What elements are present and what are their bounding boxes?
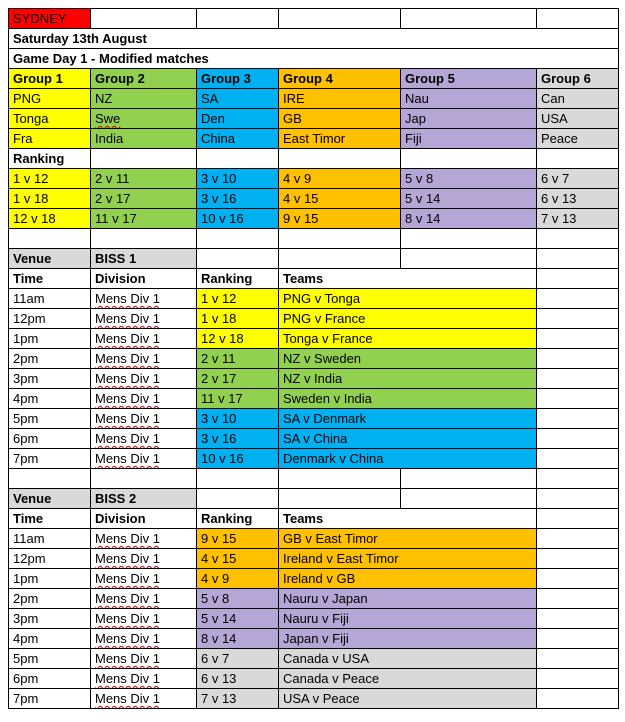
ranking-row <box>9 209 619 229</box>
cell-text: Mens Div 1 <box>95 671 161 686</box>
col-header-division[interactable]: Division <box>91 269 197 289</box>
match-division[interactable] <box>91 449 197 469</box>
group-team[interactable]: SA <box>197 89 279 109</box>
empty-cell[interactable] <box>537 549 619 569</box>
group-team[interactable] <box>91 109 197 129</box>
cell-text: Mens Div 1 <box>95 691 161 706</box>
match-row <box>9 369 619 389</box>
empty-cell[interactable] <box>279 249 401 269</box>
cell-text: Mens Div 1 <box>95 531 161 546</box>
ranking-pair[interactable]: 5 v 8 <box>401 169 537 189</box>
match-ranking[interactable]: 5 v 14 <box>197 609 279 629</box>
group-team[interactable]: Jap <box>401 109 537 129</box>
match-time[interactable]: 1pm <box>9 569 91 589</box>
empty-cell[interactable] <box>537 509 619 529</box>
cell-text: Mens Div 1 <box>95 651 161 666</box>
col-header-ranking[interactable]: Ranking <box>197 269 279 289</box>
empty-cell[interactable] <box>197 229 279 249</box>
match-ranking[interactable]: 11 v 17 <box>197 389 279 409</box>
match-division[interactable] <box>91 629 197 649</box>
match-division[interactable] <box>91 309 197 329</box>
group-row <box>9 129 619 149</box>
cell-text: Mens Div 1 <box>95 591 161 606</box>
group-team[interactable]: NZ <box>91 89 197 109</box>
match-row <box>9 589 619 609</box>
match-row <box>9 349 619 369</box>
match-ranking[interactable]: 3 v 16 <box>197 429 279 449</box>
empty-cell[interactable] <box>279 229 401 249</box>
empty-cell[interactable] <box>91 469 197 489</box>
match-time[interactable]: 6pm <box>9 669 91 689</box>
match-row <box>9 669 619 689</box>
group-team[interactable]: GB <box>279 109 401 129</box>
match-time[interactable]: 5pm <box>9 649 91 669</box>
ranking-pair[interactable]: 6 v 13 <box>537 189 619 209</box>
empty-cell[interactable] <box>537 649 619 669</box>
empty-cell[interactable] <box>537 309 619 329</box>
empty-cell[interactable] <box>537 689 619 709</box>
ranking-pair[interactable]: 5 v 14 <box>401 189 537 209</box>
ranking-label[interactable]: Ranking <box>9 149 91 169</box>
col-header-time[interactable]: Time <box>9 269 91 289</box>
match-teams[interactable]: Canada v Peace <box>279 669 537 689</box>
cell-text: Mens Div 1 <box>95 411 161 426</box>
cell-text: Mens Div 1 <box>95 631 161 646</box>
empty-cell[interactable] <box>537 449 619 469</box>
match-ranking[interactable]: 10 v 16 <box>197 449 279 469</box>
cell-text: Mens Div 1 <box>95 391 161 406</box>
ranking-pair[interactable]: 4 v 9 <box>279 169 401 189</box>
ranking-pair[interactable]: 1 v 18 <box>9 189 91 209</box>
match-division[interactable] <box>91 669 197 689</box>
empty-cell[interactable] <box>537 149 619 169</box>
match-row <box>9 689 619 709</box>
cell-text: Mens Div 1 <box>95 431 161 446</box>
match-row <box>9 529 619 549</box>
match-teams[interactable]: Ireland v East Timor <box>279 549 537 569</box>
group-team[interactable]: Peace <box>537 129 619 149</box>
group-team[interactable]: Tonga <box>9 109 91 129</box>
col-header-teams[interactable]: Teams <box>279 509 537 529</box>
empty-cell[interactable] <box>401 9 537 29</box>
match-division[interactable] <box>91 429 197 449</box>
match-division[interactable] <box>91 369 197 389</box>
match-ranking[interactable]: 1 v 18 <box>197 309 279 329</box>
venue-row <box>9 249 619 269</box>
ranking-pair[interactable]: 8 v 14 <box>401 209 537 229</box>
group-team[interactable]: Can <box>537 89 619 109</box>
group-header[interactable]: Group 5 <box>401 69 537 89</box>
match-division[interactable] <box>91 529 197 549</box>
empty-cell[interactable] <box>537 429 619 449</box>
match-row <box>9 449 619 469</box>
ranking-row <box>9 189 619 209</box>
match-row <box>9 649 619 669</box>
match-teams[interactable]: Nauru v Fiji <box>279 609 537 629</box>
match-ranking[interactable]: 12 v 18 <box>197 329 279 349</box>
group-team[interactable]: Nau <box>401 89 537 109</box>
empty-cell[interactable] <box>537 589 619 609</box>
match-teams[interactable]: GB v East Timor <box>279 529 537 549</box>
schedule-sheet <box>8 8 619 709</box>
ranking-pair[interactable]: 9 v 15 <box>279 209 401 229</box>
match-ranking[interactable]: 2 v 11 <box>197 349 279 369</box>
empty-cell[interactable] <box>91 149 197 169</box>
match-teams[interactable]: NZ v India <box>279 369 537 389</box>
match-row <box>9 629 619 649</box>
col-header-division[interactable]: Division <box>91 509 197 529</box>
ranking-pair[interactable]: 2 v 11 <box>91 169 197 189</box>
empty-cell[interactable] <box>537 469 619 489</box>
match-division[interactable] <box>91 549 197 569</box>
empty-cell[interactable] <box>537 229 619 249</box>
group-team[interactable]: Den <box>197 109 279 129</box>
match-ranking[interactable]: 4 v 9 <box>197 569 279 589</box>
ranking-pair[interactable]: 3 v 16 <box>197 189 279 209</box>
empty-cell[interactable] <box>537 569 619 589</box>
cell-text: Mens Div 1 <box>95 331 161 346</box>
match-ranking[interactable]: 5 v 8 <box>197 589 279 609</box>
group-team[interactable]: India <box>91 129 197 149</box>
empty-cell[interactable] <box>401 229 537 249</box>
empty-cell[interactable] <box>279 469 401 489</box>
match-division[interactable] <box>91 289 197 309</box>
empty-cell[interactable] <box>537 349 619 369</box>
cell-text: Mens Div 1 <box>95 291 161 306</box>
match-time[interactable]: 6pm <box>9 429 91 449</box>
date-row <box>9 29 619 49</box>
match-time[interactable]: 4pm <box>9 389 91 409</box>
match-time[interactable]: 12pm <box>9 309 91 329</box>
group-team[interactable]: USA <box>537 109 619 129</box>
match-time[interactable]: 2pm <box>9 349 91 369</box>
match-ranking[interactable]: 9 v 15 <box>197 529 279 549</box>
match-teams[interactable]: Denmark v China <box>279 449 537 469</box>
match-teams[interactable]: Japan v Fiji <box>279 629 537 649</box>
match-teams[interactable]: SA v Denmark <box>279 409 537 429</box>
group-row <box>9 89 619 109</box>
subtitle-row <box>9 49 619 69</box>
match-ranking[interactable]: 6 v 7 <box>197 649 279 669</box>
match-time[interactable]: 4pm <box>9 629 91 649</box>
empty-cell[interactable] <box>537 529 619 549</box>
empty-cell[interactable] <box>401 149 537 169</box>
match-time[interactable]: 3pm <box>9 609 91 629</box>
empty-cell[interactable] <box>197 149 279 169</box>
match-teams[interactable]: NZ v Sweden <box>279 349 537 369</box>
group-header-row <box>9 69 619 89</box>
empty-cell[interactable] <box>197 469 279 489</box>
match-teams[interactable]: PNG v France <box>279 309 537 329</box>
match-division[interactable] <box>91 409 197 429</box>
venue-name[interactable]: BISS 2 <box>91 489 197 509</box>
ranking-pair[interactable]: 12 v 18 <box>9 209 91 229</box>
col-header-ranking[interactable]: Ranking <box>197 509 279 529</box>
subtitle[interactable]: Game Day 1 - Modified matches <box>9 49 619 69</box>
match-row <box>9 549 619 569</box>
empty-cell[interactable] <box>91 229 197 249</box>
match-row <box>9 609 619 629</box>
group-header[interactable]: Group 2 <box>91 69 197 89</box>
empty-cell[interactable] <box>537 289 619 309</box>
empty-cell[interactable] <box>537 669 619 689</box>
match-row <box>9 309 619 329</box>
group-header[interactable]: Group 1 <box>9 69 91 89</box>
ranking-pair[interactable]: 11 v 17 <box>91 209 197 229</box>
match-row <box>9 329 619 349</box>
col-header-teams[interactable]: Teams <box>279 269 537 289</box>
group-header[interactable]: Group 6 <box>537 69 619 89</box>
match-ranking[interactable]: 3 v 10 <box>197 409 279 429</box>
empty-cell[interactable] <box>279 149 401 169</box>
match-time[interactable]: 11am <box>9 289 91 309</box>
match-teams[interactable]: Canada v USA <box>279 649 537 669</box>
match-ranking[interactable]: 1 v 12 <box>197 289 279 309</box>
match-row <box>9 389 619 409</box>
empty-cell[interactable] <box>537 329 619 349</box>
match-teams[interactable]: Ireland v GB <box>279 569 537 589</box>
empty-cell[interactable] <box>537 489 619 509</box>
match-time[interactable]: 5pm <box>9 409 91 429</box>
empty-cell[interactable] <box>537 269 619 289</box>
match-division[interactable] <box>91 609 197 629</box>
group-team[interactable]: Fra <box>9 129 91 149</box>
cell-text: Mens Div 1 <box>95 371 161 386</box>
empty-cell[interactable] <box>537 369 619 389</box>
ranking-pair[interactable]: 2 v 17 <box>91 189 197 209</box>
cell-text: Mens Div 1 <box>95 611 161 626</box>
venue-label[interactable]: Venue <box>9 249 91 269</box>
match-ranking[interactable]: 7 v 13 <box>197 689 279 709</box>
match-ranking[interactable]: 6 v 13 <box>197 669 279 689</box>
match-row <box>9 429 619 449</box>
empty-cell[interactable] <box>279 9 401 29</box>
match-division[interactable] <box>91 389 197 409</box>
cell-text: Mens Div 1 <box>95 311 161 326</box>
group-team[interactable]: PNG <box>9 89 91 109</box>
match-division[interactable] <box>91 329 197 349</box>
empty-cell[interactable] <box>537 609 619 629</box>
match-row <box>9 289 619 309</box>
empty-cell[interactable] <box>197 9 279 29</box>
cell-text: Mens Div 1 <box>95 351 161 366</box>
venue-header-row <box>9 509 619 529</box>
empty-cell[interactable] <box>9 469 91 489</box>
ranking-row <box>9 169 619 189</box>
group-team[interactable]: Fiji <box>401 129 537 149</box>
empty-cell[interactable] <box>401 249 537 269</box>
match-teams[interactable]: USA v Peace <box>279 689 537 709</box>
cell-text: Mens Div 1 <box>95 551 161 566</box>
empty-cell[interactable] <box>537 9 619 29</box>
cell-text: Swe <box>95 111 121 126</box>
cell-text: Mens Div 1 <box>95 451 161 466</box>
match-row <box>9 409 619 429</box>
match-teams[interactable]: Sweden v India <box>279 389 537 409</box>
group-row <box>9 109 619 129</box>
match-teams[interactable]: Nauru v Japan <box>279 589 537 609</box>
empty-cell[interactable] <box>401 469 537 489</box>
match-ranking[interactable]: 8 v 14 <box>197 629 279 649</box>
match-teams[interactable]: PNG v Tonga <box>279 289 537 309</box>
match-time[interactable]: 11am <box>9 529 91 549</box>
match-teams[interactable]: Tonga v France <box>279 329 537 349</box>
match-division[interactable] <box>91 349 197 369</box>
cell-text: Mens Div 1 <box>95 571 161 586</box>
ranking-pair[interactable]: 6 v 7 <box>537 169 619 189</box>
match-division[interactable] <box>91 689 197 709</box>
group-header[interactable]: Group 3 <box>197 69 279 89</box>
group-team[interactable]: IRE <box>279 89 401 109</box>
group-team[interactable]: China <box>197 129 279 149</box>
empty-cell[interactable] <box>401 489 537 509</box>
empty-cell[interactable] <box>537 409 619 429</box>
ranking-pair[interactable]: 3 v 10 <box>197 169 279 189</box>
match-row <box>9 569 619 589</box>
empty-cell[interactable] <box>537 389 619 409</box>
col-header-time[interactable]: Time <box>9 509 91 529</box>
empty-cell[interactable] <box>537 249 619 269</box>
spacer-row <box>9 229 619 249</box>
ranking-label-row <box>9 149 619 169</box>
ranking-pair[interactable]: 7 v 13 <box>537 209 619 229</box>
venue-name[interactable]: BISS 1 <box>91 249 197 269</box>
empty-cell[interactable] <box>197 249 279 269</box>
match-division[interactable] <box>91 649 197 669</box>
city-cell[interactable]: SYDNEY <box>9 9 91 29</box>
ranking-pair[interactable]: 10 v 16 <box>197 209 279 229</box>
date-title[interactable]: Saturday 13th August <box>9 29 619 49</box>
ranking-pair[interactable]: 1 v 12 <box>9 169 91 189</box>
group-team[interactable]: East Timor <box>279 129 401 149</box>
match-time[interactable]: 12pm <box>9 549 91 569</box>
match-division[interactable] <box>91 569 197 589</box>
match-time[interactable]: 7pm <box>9 449 91 469</box>
match-ranking[interactable]: 4 v 15 <box>197 549 279 569</box>
ranking-pair[interactable]: 4 v 15 <box>279 189 401 209</box>
venue-header-row <box>9 269 619 289</box>
empty-cell[interactable] <box>91 9 197 29</box>
empty-cell[interactable] <box>279 489 401 509</box>
match-time[interactable]: 7pm <box>9 689 91 709</box>
empty-cell[interactable] <box>9 229 91 249</box>
match-division[interactable] <box>91 589 197 609</box>
venue-row <box>9 489 619 509</box>
city-row <box>9 9 619 29</box>
match-time[interactable]: 1pm <box>9 329 91 349</box>
match-time[interactable]: 2pm <box>9 589 91 609</box>
group-header[interactable]: Group 4 <box>279 69 401 89</box>
spacer-row <box>9 469 619 489</box>
match-ranking[interactable]: 2 v 17 <box>197 369 279 389</box>
empty-cell[interactable] <box>197 489 279 509</box>
match-time[interactable]: 3pm <box>9 369 91 389</box>
venue-label[interactable]: Venue <box>9 489 91 509</box>
empty-cell[interactable] <box>537 629 619 649</box>
match-teams[interactable]: SA v China <box>279 429 537 449</box>
